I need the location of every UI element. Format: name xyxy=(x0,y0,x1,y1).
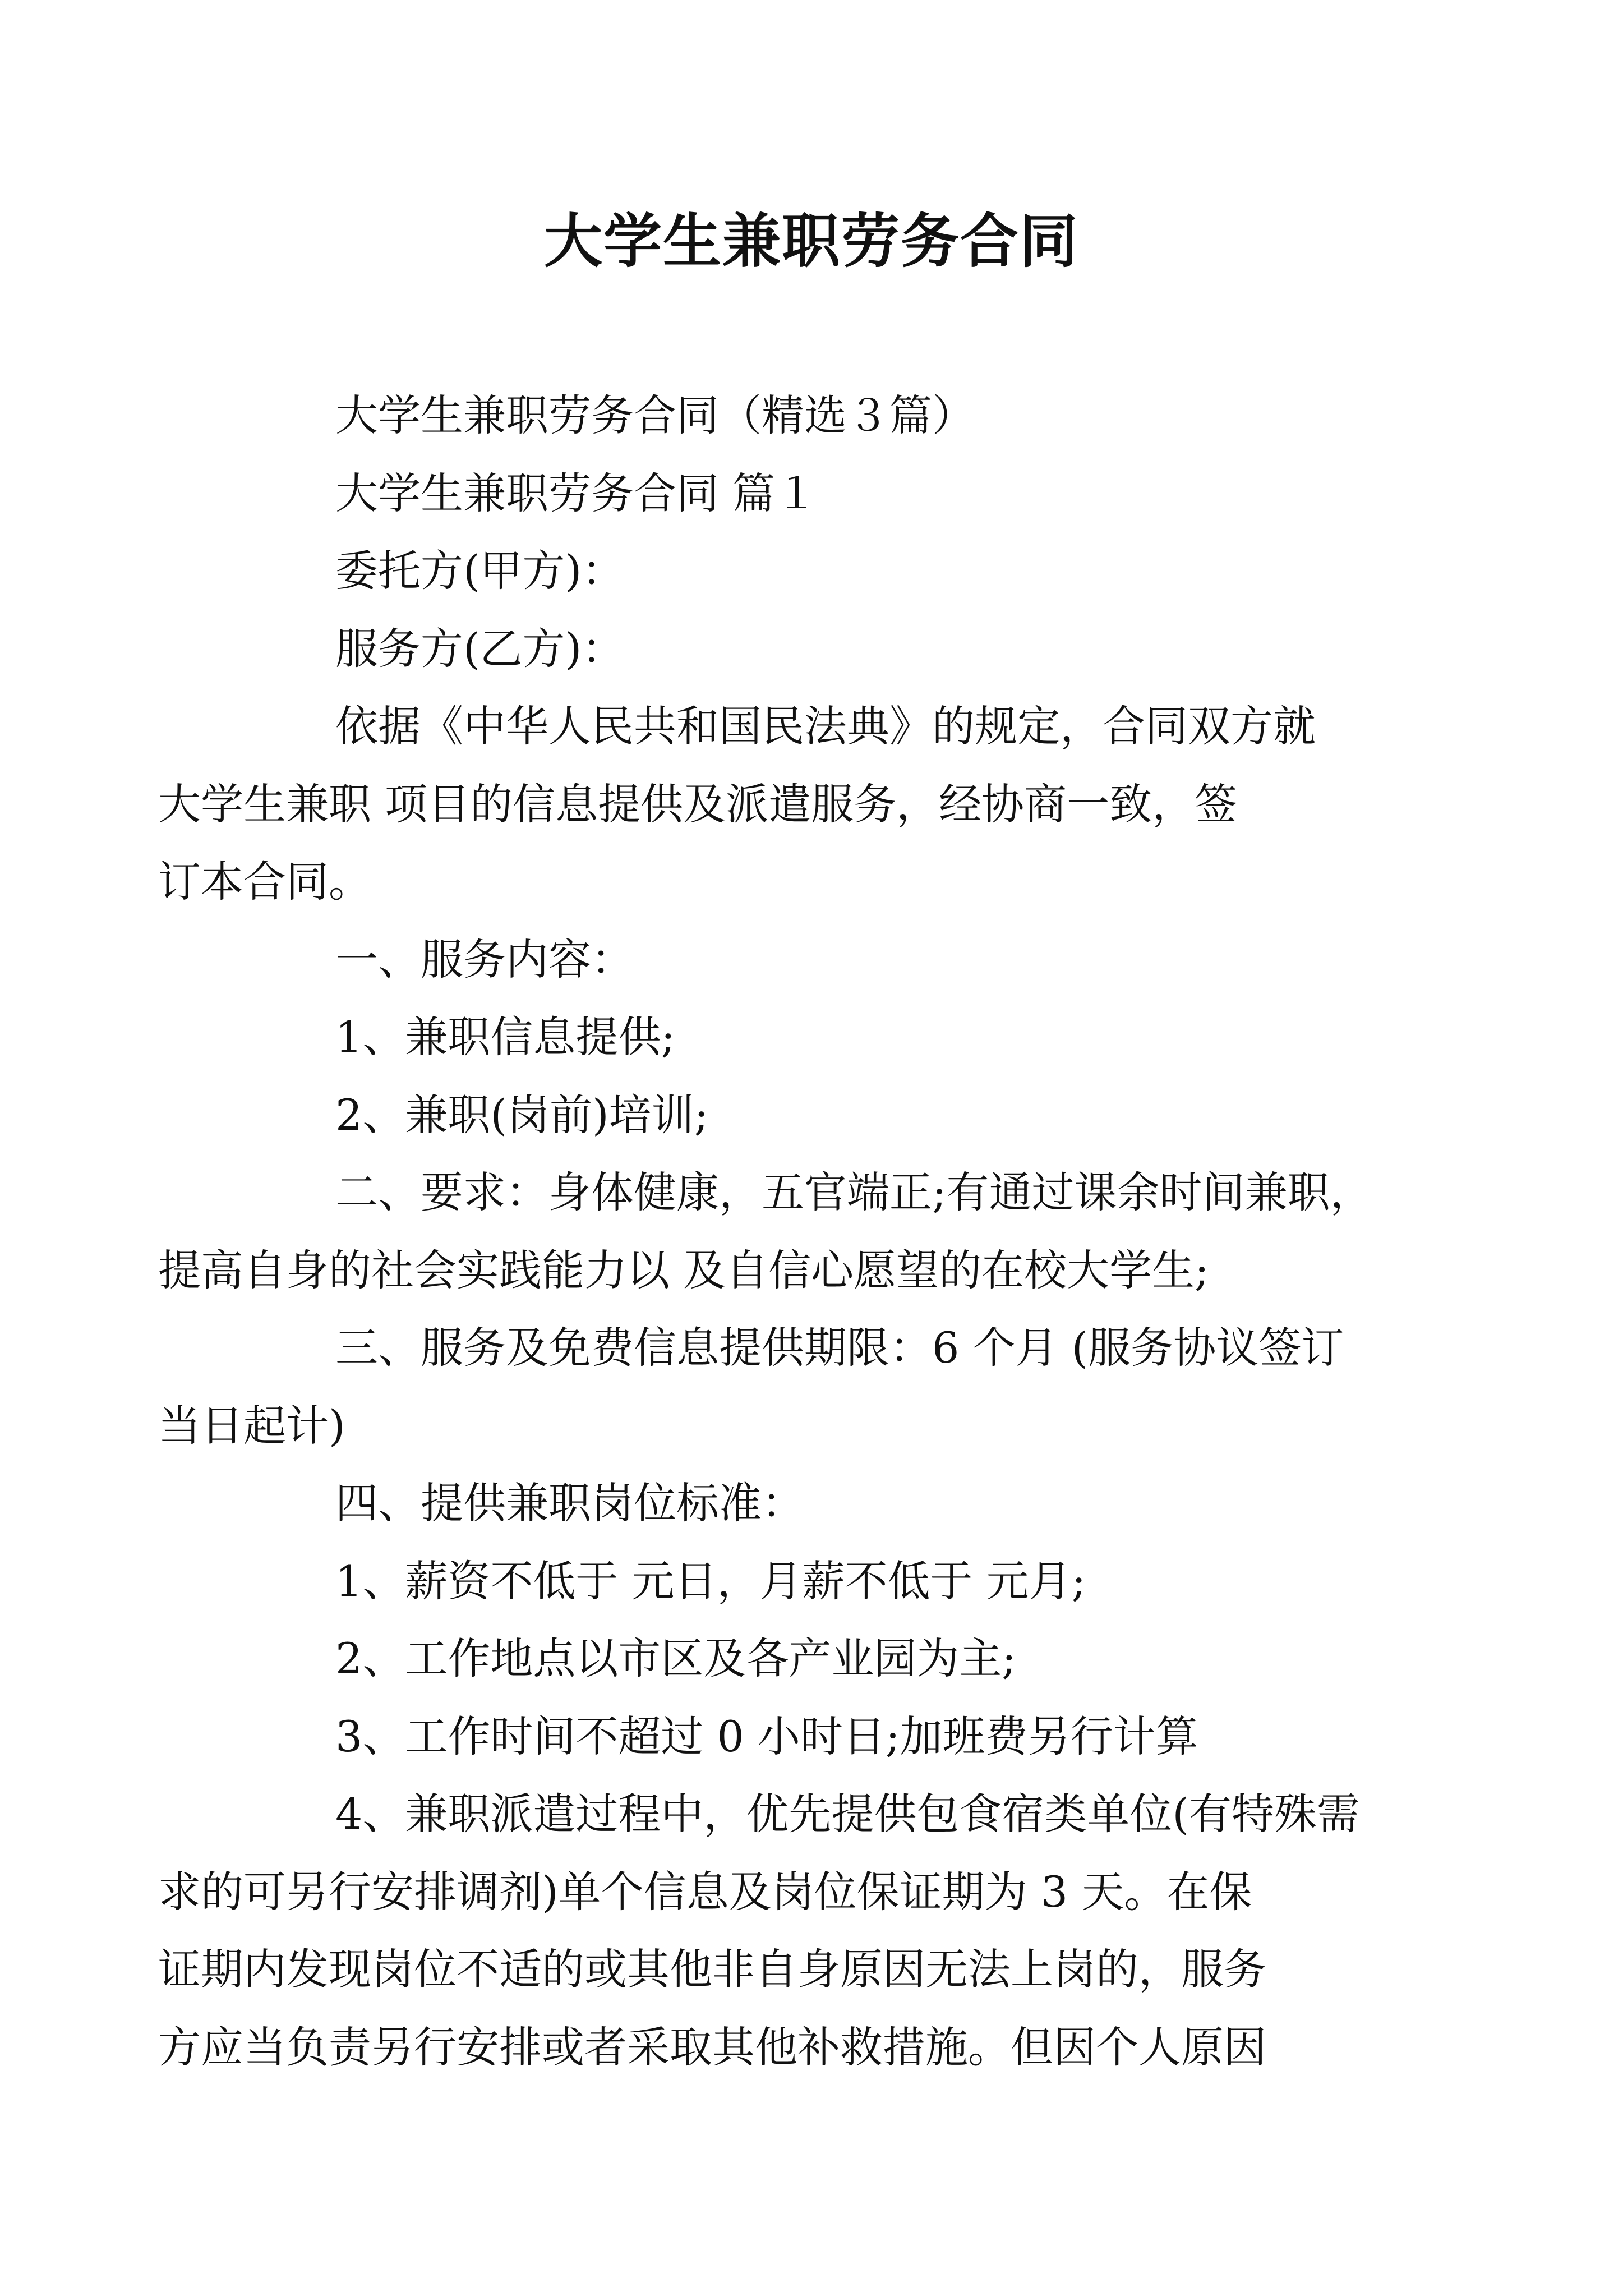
paragraph-line: 二、要求：身体健康，五官端正;有通过课余时间兼职， xyxy=(335,1167,1373,1217)
paragraph-line: 提高自身的社会实践能力以 及自信心愿望的在校大学生; xyxy=(158,1245,1209,1295)
paragraph-article-heading xyxy=(247,455,1385,533)
paragraph-line: 1、兼职信息提供; xyxy=(335,1012,675,1062)
paragraph-section-4-item-4 xyxy=(158,1775,1385,2086)
paragraph-line: 四、提供兼职岗位标准： xyxy=(335,1478,804,1528)
paragraph-section-1-item-2 xyxy=(247,1076,1385,1154)
paragraph-line: 三、服务及免费信息提供期限：6 个月 (服务协议签订 xyxy=(335,1323,1344,1373)
paragraph-section-4-item-2 xyxy=(247,1620,1385,1698)
paragraph-preamble xyxy=(158,688,1385,921)
paragraph-line: 4、兼职派遣过程中，优先提供包食宿类单位(有特殊需 xyxy=(335,1789,1360,1839)
paragraph-line: 2、兼职(岗前)培训; xyxy=(335,1089,709,1140)
paragraph-line: 1、薪资不低于 元日，月薪不低于 元月; xyxy=(335,1556,1086,1606)
paragraph-party-a xyxy=(247,532,1385,610)
paragraph-line: 2、工作地点以市区及各产业园为主; xyxy=(335,1634,1016,1683)
paragraph-line: 方应当负责另行安排或者采取其他补救措施。但因个人原因 xyxy=(158,2022,1266,2072)
paragraph-line: 大学生兼职 项目的信息提供及派遣服务，经协商一致，签 xyxy=(158,779,1238,829)
paragraph-line: 当日起计) xyxy=(158,1400,345,1451)
paragraph-line: 一、服务内容： xyxy=(335,934,634,984)
document-body xyxy=(158,377,1385,2086)
paragraph-line: 订本合同。 xyxy=(158,857,371,907)
paragraph-section-1-item-1 xyxy=(247,999,1385,1076)
paragraph-party-b xyxy=(247,610,1385,688)
paragraph-line: 大学生兼职劳务合同 篇１ xyxy=(335,468,818,518)
paragraph-line: 依据《中华人民共和国民法典》的规定，合同双方就 xyxy=(335,701,1316,751)
paragraph-subtitle xyxy=(247,377,1385,455)
paragraph-section-4-item-1 xyxy=(247,1543,1385,1621)
paragraph-section-2 xyxy=(158,1154,1385,1309)
paragraph-section-4-item-3 xyxy=(247,1698,1385,1776)
paragraph-line: 大学生兼职劳务合同（精选３篇） xyxy=(335,390,975,440)
document-title: 大学生兼职劳务合同 xyxy=(543,206,1079,275)
paragraph-line: 求的可另行安排调剂)单个信息及岗位保证期为 3 天。在保 xyxy=(158,1866,1252,1917)
paragraph-line: 服务方(乙方)： xyxy=(335,623,625,674)
paragraph-section-3 xyxy=(158,1309,1385,1465)
paragraph-line: 3、工作时间不超过 0 小时日;加班费另行计算 xyxy=(335,1711,1198,1761)
paragraph-section-4 xyxy=(247,1465,1385,1543)
paragraph-section-1 xyxy=(247,921,1385,999)
paragraph-line: 证期内发现岗位不适的或其他非自身原因无法上岗的，服务 xyxy=(158,1944,1266,1994)
paragraph-line: 委托方(甲方)： xyxy=(335,546,625,596)
